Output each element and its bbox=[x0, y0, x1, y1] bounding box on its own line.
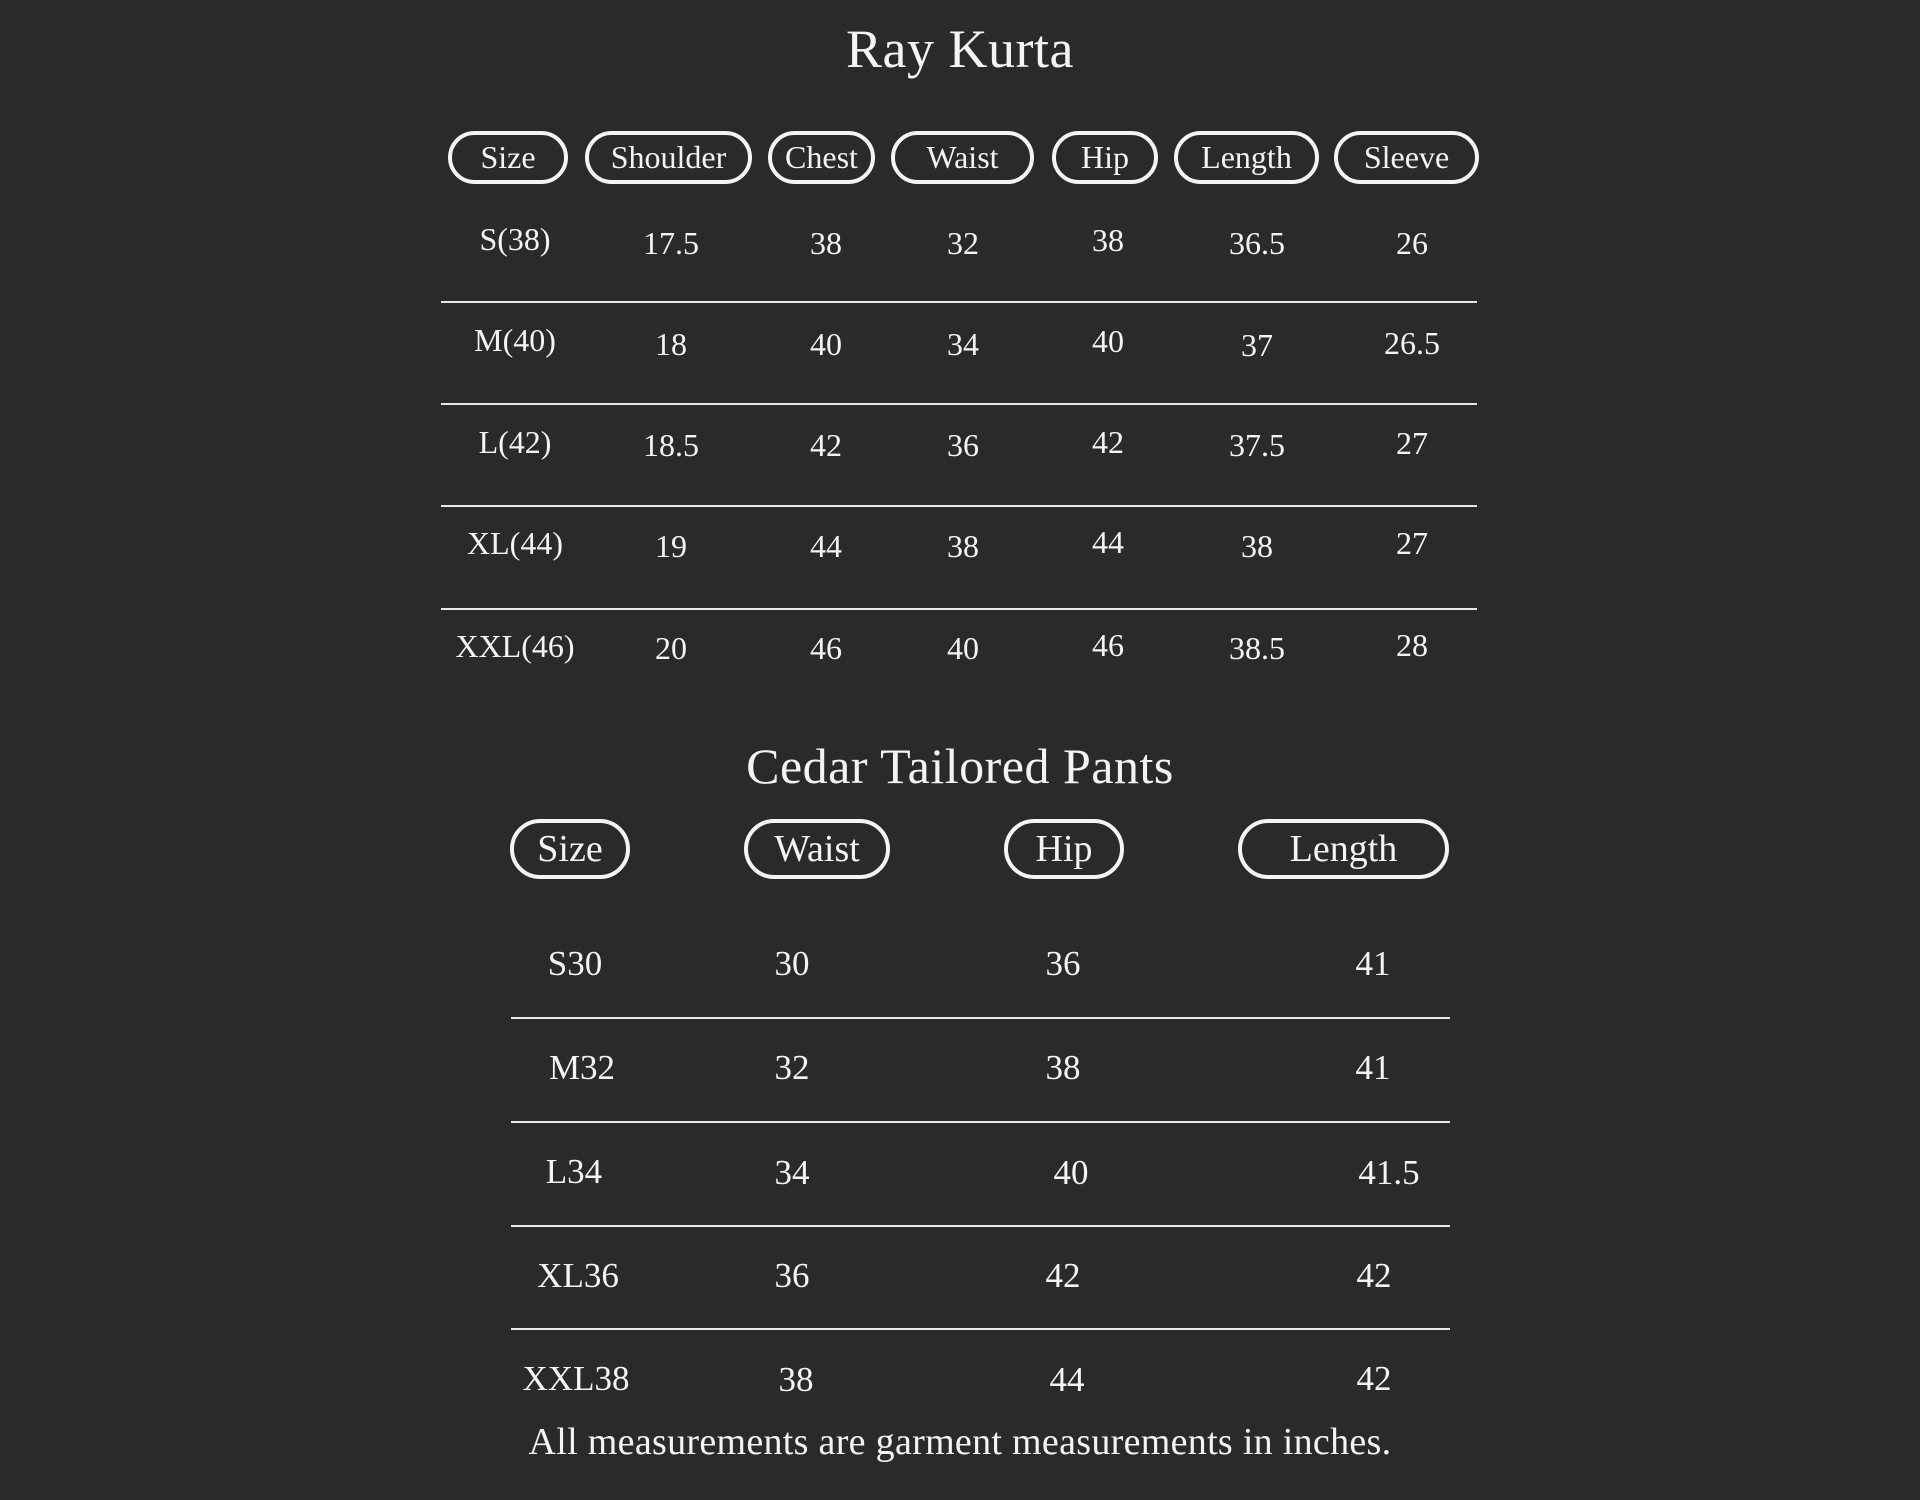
kurta-cell-chest: 44 bbox=[810, 528, 842, 564]
kurta-cell-hip: 40 bbox=[1092, 323, 1124, 359]
pants-row-divider bbox=[511, 1328, 1450, 1330]
pants-header-size: Size bbox=[510, 819, 630, 879]
pants-header-length: Length bbox=[1238, 819, 1449, 879]
pants-row-divider bbox=[511, 1017, 1450, 1019]
kurta-cell-hip: 44 bbox=[1092, 524, 1124, 560]
kurta-cell-hip: 38 bbox=[1092, 222, 1124, 258]
kurta-cell-shoulder: 17.5 bbox=[643, 225, 699, 261]
pants-row-divider bbox=[511, 1121, 1450, 1123]
measurement-note: All measurements are garment measurements in inches. bbox=[528, 1421, 1392, 1463]
kurta-title: Ray Kurta bbox=[846, 19, 1074, 79]
kurta-cell-waist: 32 bbox=[947, 225, 979, 261]
kurta-cell-size: L(42) bbox=[478, 424, 552, 460]
pants-cell-waist: 30 bbox=[774, 944, 810, 983]
kurta-header-hip: Hip bbox=[1052, 131, 1158, 184]
kurta-cell-chest: 42 bbox=[810, 427, 842, 463]
kurta-row-divider bbox=[441, 608, 1477, 610]
pants-cell-waist: 34 bbox=[774, 1153, 810, 1192]
pants-cell-waist: 36 bbox=[774, 1256, 810, 1295]
kurta-cell-waist: 38 bbox=[947, 528, 979, 564]
kurta-header-chest: Chest bbox=[768, 131, 875, 184]
pants-cell-length: 41 bbox=[1355, 1048, 1391, 1087]
kurta-cell-shoulder: 19 bbox=[655, 528, 687, 564]
pants-header-hip: Hip bbox=[1004, 819, 1124, 879]
pants-cell-waist: 38 bbox=[778, 1360, 814, 1399]
kurta-header-shoulder: Shoulder bbox=[585, 131, 752, 184]
kurta-cell-hip: 42 bbox=[1092, 424, 1124, 460]
pants-cell-hip: 44 bbox=[1049, 1360, 1085, 1399]
kurta-cell-sleeve: 26 bbox=[1396, 225, 1428, 261]
kurta-cell-length: 37 bbox=[1241, 327, 1273, 363]
kurta-cell-size: M(40) bbox=[474, 322, 556, 358]
kurta-cell-length: 37.5 bbox=[1229, 427, 1285, 463]
kurta-header-sleeve: Sleeve bbox=[1334, 131, 1479, 184]
kurta-cell-chest: 38 bbox=[810, 225, 842, 261]
kurta-cell-sleeve: 27 bbox=[1396, 425, 1428, 461]
kurta-cell-sleeve: 26.5 bbox=[1384, 325, 1440, 361]
kurta-header-size: Size bbox=[448, 131, 568, 184]
kurta-header-waist: Waist bbox=[891, 131, 1034, 184]
pants-cell-length: 41.5 bbox=[1358, 1153, 1420, 1192]
pants-cell-size: XL36 bbox=[537, 1256, 619, 1295]
kurta-cell-shoulder: 18 bbox=[655, 326, 687, 362]
kurta-cell-size: S(38) bbox=[479, 221, 551, 257]
kurta-cell-chest: 46 bbox=[810, 630, 842, 666]
kurta-cell-length: 36.5 bbox=[1229, 225, 1285, 261]
kurta-row-divider bbox=[441, 403, 1477, 405]
kurta-header-length: Length bbox=[1174, 131, 1319, 184]
kurta-cell-size: XL(44) bbox=[467, 525, 563, 561]
kurta-row-divider bbox=[441, 505, 1477, 507]
kurta-cell-hip: 46 bbox=[1092, 627, 1124, 663]
kurta-cell-waist: 40 bbox=[947, 630, 979, 666]
pants-title: Cedar Tailored Pants bbox=[746, 738, 1174, 794]
pants-cell-hip: 42 bbox=[1045, 1256, 1081, 1295]
pants-row-divider bbox=[511, 1225, 1450, 1227]
kurta-cell-shoulder: 20 bbox=[655, 630, 687, 666]
pants-cell-size: S30 bbox=[547, 944, 603, 983]
pants-cell-size: M32 bbox=[548, 1048, 616, 1087]
pants-cell-length: 42 bbox=[1356, 1256, 1392, 1295]
pants-cell-hip: 40 bbox=[1053, 1153, 1089, 1192]
kurta-cell-sleeve: 28 bbox=[1396, 627, 1428, 663]
pants-cell-length: 41 bbox=[1355, 944, 1391, 983]
kurta-cell-waist: 36 bbox=[947, 427, 979, 463]
pants-header-waist: Waist bbox=[744, 819, 890, 879]
pants-cell-hip: 36 bbox=[1045, 944, 1081, 983]
pants-cell-hip: 38 bbox=[1045, 1048, 1081, 1087]
pants-cell-waist: 32 bbox=[774, 1048, 810, 1087]
kurta-cell-length: 38 bbox=[1241, 528, 1273, 564]
kurta-row-divider bbox=[441, 301, 1477, 303]
kurta-cell-length: 38.5 bbox=[1229, 630, 1285, 666]
pants-cell-length: 42 bbox=[1356, 1359, 1392, 1398]
pants-cell-size: L34 bbox=[545, 1152, 603, 1191]
kurta-cell-sleeve: 27 bbox=[1396, 525, 1428, 561]
kurta-cell-shoulder: 18.5 bbox=[643, 427, 699, 463]
kurta-cell-size: XXL(46) bbox=[455, 628, 575, 664]
kurta-cell-chest: 40 bbox=[810, 326, 842, 362]
pants-cell-size: XXL38 bbox=[522, 1359, 630, 1398]
kurta-cell-waist: 34 bbox=[947, 326, 979, 362]
